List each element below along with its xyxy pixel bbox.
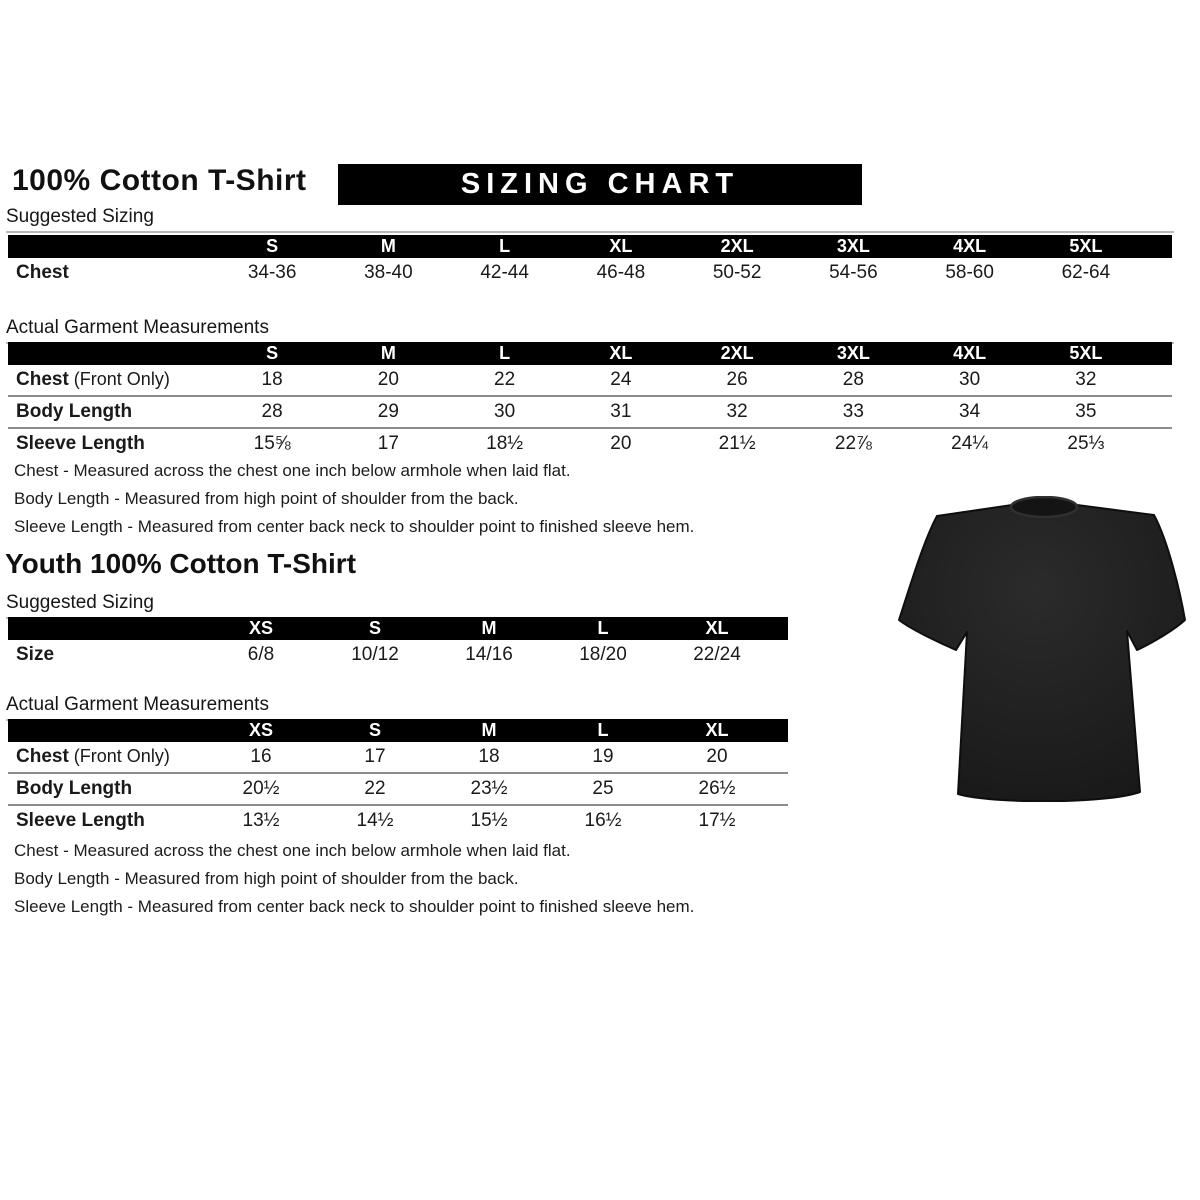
measurement-note: Sleeve Length - Measured from center back neck to shoulder point to finished sleeve hem. — [14, 517, 695, 536]
size-column-header: M — [380, 236, 396, 256]
size-value-cell: 23½ — [432, 773, 546, 805]
size-value-cell: 18½ — [486, 433, 524, 454]
table-spacer — [1144, 396, 1172, 428]
youth-suggested-sizing-table — [8, 617, 788, 670]
table-spacer — [1144, 365, 1172, 396]
header-corner-cell — [8, 719, 204, 742]
row-label-cell — [8, 428, 214, 459]
size-column-header: L — [499, 343, 511, 363]
measurement-note: Body Length - Measured from high point of shoulder from the back. — [14, 869, 519, 888]
size-value-cell: 15½ — [470, 810, 508, 831]
row-label-suffix: (Front Only) — [68, 369, 170, 389]
size-column-header: M — [380, 343, 396, 363]
size-value-cell: 30 — [912, 365, 1028, 396]
measurement-note: Chest - Measured across the chest one inch below armhole when laid flat. — [14, 841, 571, 860]
size-value-cell: 6/8 — [247, 644, 275, 665]
size-value-cell: 30 — [447, 396, 563, 428]
size-value-cell: 54-56 — [829, 262, 878, 283]
adult-suggested-sizing-table — [8, 235, 1172, 288]
size-value-cell: 42-44 — [480, 262, 529, 283]
table-row — [8, 396, 1172, 428]
size-value-cell: 58-60 — [945, 262, 994, 283]
size-value-cell: 16½ — [584, 810, 622, 831]
size-column-header: XS — [248, 720, 273, 740]
row-label: Body Length — [16, 778, 133, 799]
measurement-note: Chest - Measured across the chest one inch below armhole when laid flat. — [14, 461, 571, 480]
youth-suggested-sizing-label: Suggested Sizing — [6, 592, 788, 619]
size-value-cell: 46-48 — [596, 262, 646, 283]
table-spacer — [1144, 428, 1172, 459]
size-column-header: M — [481, 720, 497, 740]
size-value-cell: 17 — [318, 742, 432, 773]
size-value-cell: 22 — [447, 365, 563, 396]
row-label-cell — [8, 396, 214, 428]
size-value-cell: 16 — [204, 742, 318, 773]
row-label: Chest — [16, 369, 69, 390]
youth-actual-measurements-table — [8, 719, 788, 836]
size-value-cell: 20 — [610, 433, 632, 454]
row-label-cell — [8, 805, 204, 836]
header-corner-cell — [8, 235, 214, 258]
row-label: Sleeve Length — [16, 433, 145, 454]
row-label-cell — [8, 365, 214, 396]
row-label: Chest — [16, 746, 69, 767]
table-spacer — [1144, 342, 1172, 365]
size-value-cell: 13½ — [242, 810, 280, 831]
table-spacer — [774, 805, 788, 836]
row-label-cell — [8, 773, 204, 805]
size-value-cell: 24¼ — [951, 433, 989, 454]
row-label: Body Length — [16, 401, 133, 422]
size-value-cell: 18/20 — [579, 644, 627, 665]
size-value-cell: 26 — [679, 365, 795, 396]
row-label: Chest — [16, 262, 69, 283]
measurement-note: Body Length - Measured from high point of shoulder from the back. — [14, 489, 519, 508]
size-value-cell: 10/12 — [351, 644, 399, 665]
size-value-cell: 20½ — [204, 773, 318, 805]
size-column-header: 2XL — [720, 236, 754, 256]
size-value-cell: 17½ — [698, 810, 736, 831]
row-label-suffix: (Front Only) — [68, 746, 170, 766]
youth-actual-measurements-label: Actual Garment Measurements — [6, 694, 788, 721]
table-header-row — [8, 342, 1172, 365]
size-column-header: XL — [705, 720, 729, 740]
table-row — [8, 258, 1172, 288]
sizing-chart-banner: SIZING CHART — [338, 164, 862, 205]
table-row — [8, 640, 788, 670]
size-value-cell: 25⅓ — [1067, 433, 1105, 454]
size-column-header: 3XL — [836, 236, 870, 256]
size-value-cell: 22 — [318, 773, 432, 805]
adult-actual-measurements-label: Actual Garment Measurements — [6, 317, 1174, 344]
table-header-row — [8, 235, 1172, 258]
size-column-header: L — [597, 720, 609, 740]
adult-actual-measurements-table — [8, 342, 1172, 459]
size-value-cell: 25 — [546, 773, 660, 805]
youth-measurement-notes — [14, 842, 834, 926]
size-column-header: XL — [705, 618, 729, 638]
size-column-header: 4XL — [953, 343, 987, 363]
table-spacer — [774, 640, 788, 670]
size-value-cell: 14/16 — [465, 644, 513, 665]
size-value-cell: 32 — [679, 396, 795, 428]
size-column-header: S — [266, 343, 279, 363]
size-value-cell: 22/24 — [693, 644, 741, 665]
header-corner-cell — [8, 342, 214, 365]
black-tshirt-photo — [896, 496, 1188, 802]
table-row — [8, 365, 1172, 396]
size-value-cell: 34-36 — [247, 262, 297, 283]
size-value-cell: 21½ — [718, 433, 756, 454]
size-value-cell: 20 — [660, 742, 774, 773]
size-value-cell: 34 — [912, 396, 1028, 428]
size-value-cell: 20 — [330, 365, 446, 396]
header-corner-cell — [8, 617, 204, 640]
tshirt-collar — [1011, 497, 1077, 517]
size-value-cell: 38-40 — [364, 262, 413, 283]
size-column-header: M — [481, 618, 497, 638]
size-column-header: S — [368, 720, 381, 740]
size-value-cell: 26½ — [660, 773, 774, 805]
size-column-header: L — [597, 618, 609, 638]
size-value-cell: 33 — [795, 396, 911, 428]
row-label: Sleeve Length — [16, 810, 145, 831]
size-column-header: 5XL — [1069, 236, 1103, 256]
size-value-cell: 29 — [330, 396, 446, 428]
size-value-cell: 22⅞ — [834, 433, 872, 454]
size-column-header: S — [368, 618, 381, 638]
size-column-header: XL — [609, 236, 633, 256]
size-column-header: L — [499, 236, 511, 256]
size-value-cell: 17 — [377, 433, 399, 454]
tshirt-silhouette — [899, 501, 1185, 802]
size-value-cell: 19 — [546, 742, 660, 773]
table-spacer — [774, 719, 788, 742]
size-value-cell: 35 — [1028, 396, 1144, 428]
measurement-note: Sleeve Length - Measured from center back neck to shoulder point to finished sleeve hem. — [14, 897, 695, 916]
table-row — [8, 742, 788, 773]
table-spacer — [774, 742, 788, 773]
table-header-row — [8, 617, 788, 640]
table-spacer — [1144, 258, 1172, 288]
row-label-cell — [8, 742, 204, 773]
size-column-header: S — [266, 236, 279, 256]
size-value-cell: 18 — [432, 742, 546, 773]
size-value-cell: 28 — [795, 365, 911, 396]
size-value-cell: 14½ — [356, 810, 394, 831]
table-row — [8, 428, 1172, 459]
size-value-cell: 18 — [214, 365, 330, 396]
youth-page-title: Youth 100% Cotton T-Shirt — [5, 548, 357, 579]
row-label-cell — [8, 640, 204, 670]
table-header-row — [8, 719, 788, 742]
table-spacer — [774, 617, 788, 640]
row-label: Size — [16, 644, 55, 665]
size-column-header: 5XL — [1069, 343, 1103, 363]
row-label-cell — [8, 258, 214, 288]
page-title: 100% Cotton T-Shirt — [12, 164, 307, 197]
table-row — [8, 773, 788, 805]
size-value-cell: 28 — [214, 396, 330, 428]
table-row — [8, 805, 788, 836]
table-spacer — [1144, 235, 1172, 258]
size-column-header: 3XL — [836, 343, 870, 363]
adult-measurement-notes — [14, 462, 834, 546]
size-value-cell: 24 — [563, 365, 679, 396]
size-column-header: 4XL — [953, 236, 987, 256]
adult-suggested-sizing-label: Suggested Sizing — [6, 206, 1174, 233]
size-value-cell: 31 — [563, 396, 679, 428]
table-spacer — [774, 773, 788, 805]
size-column-header: XS — [248, 618, 273, 638]
size-column-header: XL — [609, 343, 633, 363]
size-column-header: 2XL — [720, 343, 754, 363]
size-value-cell: 32 — [1028, 365, 1144, 396]
size-value-cell: 50-52 — [712, 262, 762, 283]
size-value-cell: 15⅝ — [253, 433, 291, 454]
size-value-cell: 62-64 — [1061, 262, 1111, 283]
